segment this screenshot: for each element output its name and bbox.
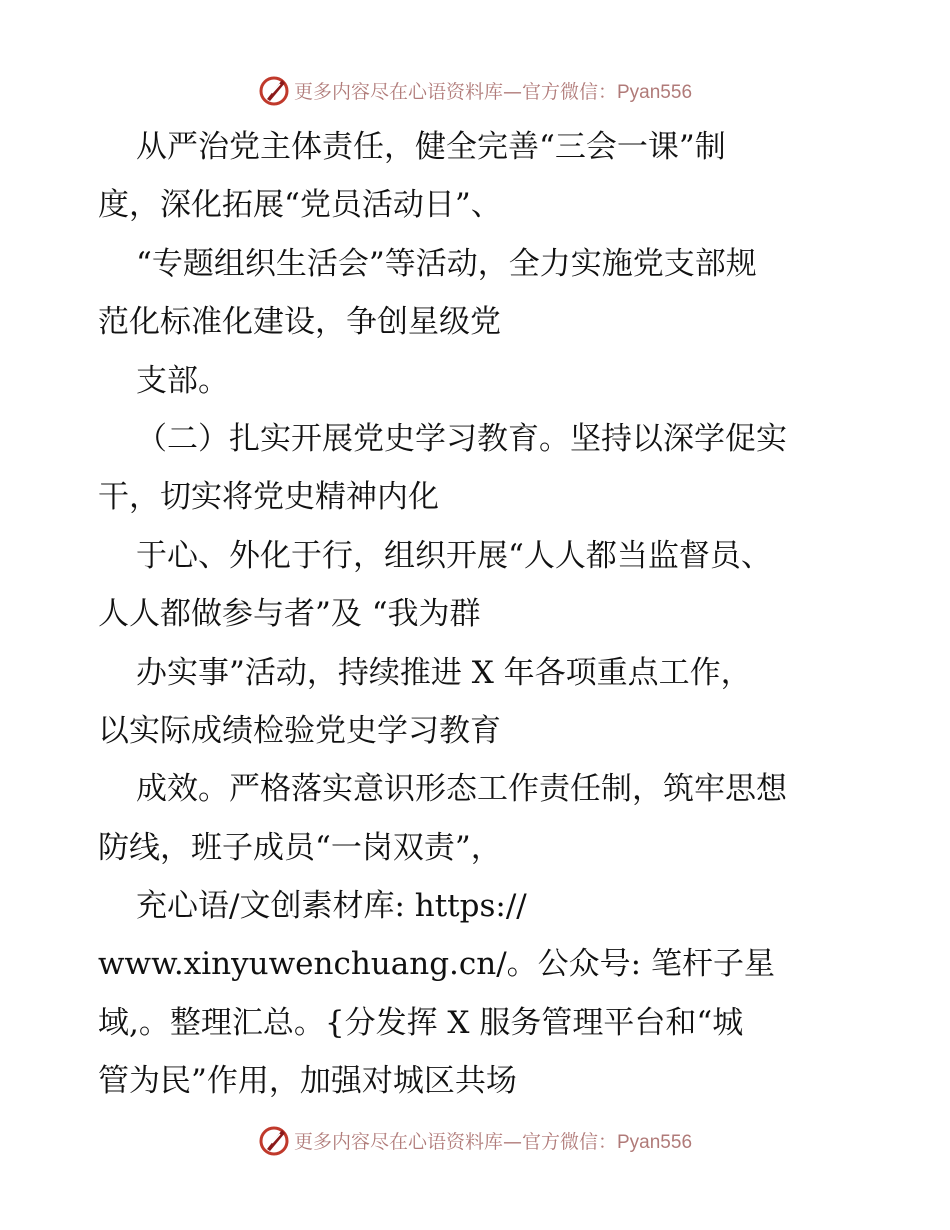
document-body (98, 118, 858, 1111)
text-line: 人人都做参与者”及 “我为群 (98, 596, 481, 633)
feather-pen-logo-icon (258, 1124, 290, 1156)
text-line: www.xinyuwenchuang.cn/。公众号: 笔杆子星 (98, 946, 775, 983)
feather-pen-logo-icon (258, 74, 290, 106)
text-line: 防线，班子成员“一岗双责”， (98, 829, 502, 866)
watermark-text: 更多内容尽在心语资料库—官方微信：Pyan556 (293, 1130, 693, 1153)
header-watermark (0, 70, 950, 110)
text-line: 范化标准化建设，争创星级党 (98, 304, 501, 341)
text-line: 域,。整理汇总。{分发挥 X 服务管理平台和“城 (98, 1004, 744, 1041)
text-line: 支部。 (136, 362, 229, 399)
text-line: 成效。严格落实意识形态工作责任制，筑牢思想 (136, 771, 787, 808)
footer-watermark (0, 1120, 950, 1160)
text-line: 办实事”活动，持续推进 X 年各项重点工作， (136, 654, 752, 691)
text-line: 从严治党主体责任，健全完善“三会一课”制 (136, 129, 726, 165)
text-line: “专题组织生活会”等活动，全力实施党支部规 (136, 245, 757, 282)
text-line: 充心语/文创素材库: https:// (136, 888, 527, 925)
text-line: 度，深化拓展“党员活动日”、 (98, 187, 502, 224)
text-line: 干，切实将党史精神内化 (98, 479, 439, 516)
text-line: （二）扎实开展党史学习教育。坚持以深学促实 (136, 420, 787, 457)
text-line: 管为民”作用，加强对城区共场 (98, 1063, 517, 1100)
text-line: 于心、外化于行，组织开展“人人都当监督员、 (136, 537, 772, 574)
text-line: 以实际成绩检验党史学习教育 (98, 712, 501, 749)
watermark-text: 更多内容尽在心语资料库—官方微信：Pyan556 (293, 80, 693, 103)
